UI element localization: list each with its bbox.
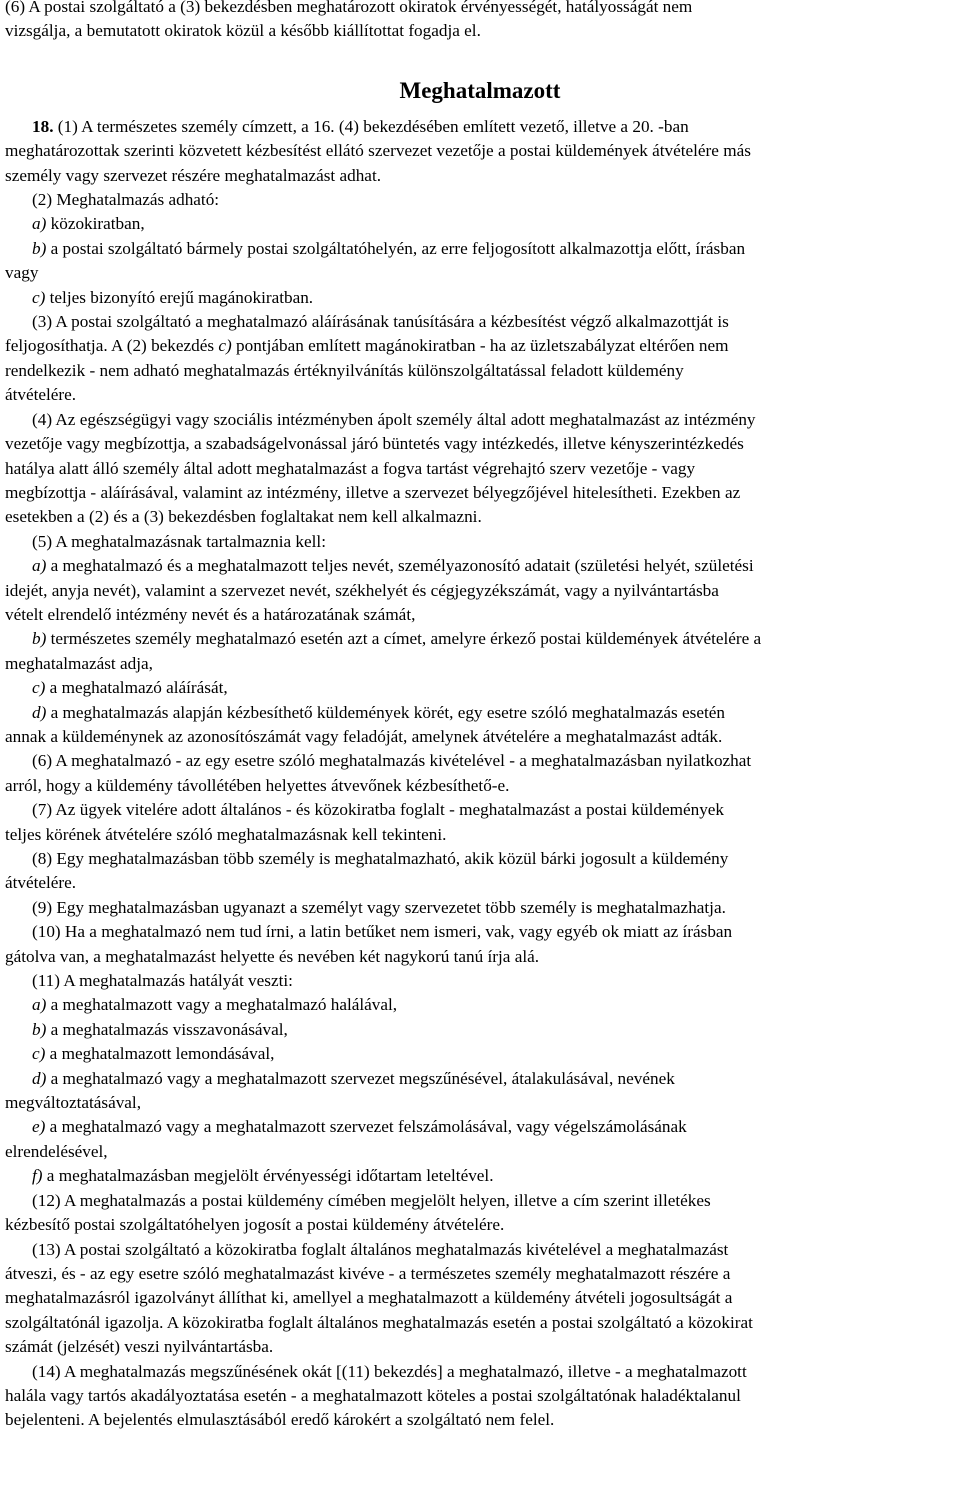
text-line: teljes körének átvételére szóló meghatalmazásnak kell tekinteni. [5,824,447,844]
text-line: idejét, anyja nevét), valamint a szervezet nevét, székhelyét és cégjegyzékszámát, vagy a nyilvántartásba [5,580,719,600]
item-marker: c) [32,678,46,698]
item-text: a postai szolgáltató bármely postai szolgáltatóhelyén, az erre feljogosított alkalmazottja előtt, írásban [46,238,746,258]
text-line: hatálya alatt álló személy által adott meghatalmazást a fogva tartást végrehajtó szerv vezetője - vagy [5,458,696,478]
text-line: (2) Meghatalmazás adható: [32,190,220,210]
item-marker: b) [32,629,47,649]
text-line: gátolva van, a meghatalmazást helyette és nevében két nagykorú tanú írja alá. [5,946,540,966]
item-text: a meghatalmazás visszavonásával, [46,1019,288,1039]
text-line: megbízottja - aláírásával, valamint az intézmény, illetve a szervezet bélyegzőjével hitelesítheti. Ezekben az [5,482,741,502]
text-line: (6) A postai szolgáltató a (3) bekezdésben meghatározott okiratok érvényességét, hatályosságát nem [5,0,693,16]
text-line: (3) A postai szolgáltató a meghatalmazó aláírásának tanúsítására a kézbesítést végző alkalmazottját is [32,312,729,332]
item-marker: c) [32,287,46,307]
text-line: (12) A meghatalmazás a postai küldemény címében megjelölt helyen, illetve a cím szerint illetékes [32,1190,711,1210]
text-line: rendelkezik - nem adható meghatalmazás értéknyilvánítás különszolgáltatással feladott küldemény [5,360,684,380]
text-line: vizsgálja, a bemutatott okiratok közül a később kiállítottat fogadja el. [5,21,481,41]
text-line: meghatalmazásról igazolványt állíthat ki, amellyel a meghatalmazott a küldemény átvételi jogosultságát a [5,1288,733,1308]
item-marker: f) [32,1166,43,1186]
item-text: a meghatalmazott lemondásával, [45,1044,275,1064]
text-line: átveszi, és - az egy esetre szóló meghatalmazást kivéve - a természetes személy meghatalmazott részére a [5,1263,731,1283]
text-line: (7) Az ügyek vitelére adott általános - és közokiratba foglalt - meghatalmazást a postai küldemények [32,800,725,820]
text-line: arról, hogy a küldemény távollétében helyettes átvevőnek kézbesíthető-e. [5,775,510,795]
list-item [5,237,960,261]
item-text: közokiratban, [46,214,145,234]
item-marker: c) [218,336,232,356]
list-item [5,554,960,578]
list-item [5,212,960,236]
list-item [5,1164,960,1188]
list-item [5,993,960,1017]
text-segment: feljogosíthatja. A (2) bekezdés [5,336,219,356]
list-item [5,701,960,725]
list-item [5,627,960,651]
text-line: (5) A meghatalmazásnak tartalmaznia kell: [32,531,326,551]
item-marker: c) [32,1044,46,1064]
item-marker: a) [32,214,47,234]
text-line: (1) A természetes személy címzett, a 16. (4) bekezdésében említett vezető, illetve a 20. -ban [53,116,689,136]
text-line: (10) Ha a meghatalmazó nem tud írni, a latin betűket nem ismeri, vak, vagy egyéb ok miatt az írásban [32,922,733,942]
text-line: kézbesítő postai szolgáltatóhelyen jogosít a postai küldemény átvételére. [5,1215,505,1235]
item-marker: a) [32,995,47,1015]
list-item [5,286,960,310]
item-text: a meghatalmazó vagy a meghatalmazott szervezet felszámolásával, vagy végelszámolásának [45,1117,687,1137]
item-marker: e) [32,1117,46,1137]
text-line: (9) Egy meghatalmazásban ugyanazt a személyt vagy szervezetet több személy is meghatalmazhatja. [32,897,726,917]
item-marker: d) [32,1068,47,1088]
text-segment: pontjában említett magánokiratban - ha az üzletszabályzat eltérően nem [231,336,729,356]
text-line: (8) Egy meghatalmazásban több személy is meghatalmazható, akik közül bárki jogosult a küldemény [32,849,729,868]
text-line: vételt elrendelő intézmény nevét és a határozatának számát, [5,604,416,624]
section-title: Meghatalmazott [399,77,561,103]
item-marker: b) [32,238,47,258]
text-line: elrendelésével, [5,1141,108,1161]
item-text: természetes személy meghatalmazó esetén azt a címet, amelyre érkező postai küldemények átvételére a [46,629,762,649]
item-text: a meghatalmazott vagy a meghatalmazó halálával, [46,995,398,1015]
item-text: a meghatalmazó vagy a meghatalmazott szervezet megszűnésével, átalakulásával, nevének [46,1068,675,1088]
text-line: halála vagy tartós akadályoztatása esetén - a meghatalmazott köteles a postai szolgáltatónak haladéktalanul [5,1385,741,1405]
list-item [5,1042,960,1066]
text-line: meghatározottak szerinti közvetett kézbesítést ellátó szervezet vezetője a postai küldemények átvételére más [5,141,751,161]
list-item [5,1018,960,1042]
list-item [5,1115,960,1139]
text-line: annak a küldeménynek az azonosítószámát vagy feladóját, amelynek átvételére a meghatalmazást adták. [5,726,723,746]
text-line: (4) Az egészségügyi vagy szociális intézményben ápolt személy által adott meghatalmazást az intézmény [32,409,756,429]
text-line: szolgáltatónál igazolja. A közokiratba foglalt általános meghatalmazás esetén a postai szolgáltató a közokirat [5,1312,753,1332]
text-line: személy vagy szervezet részére meghatalmazást adhat. [5,165,382,185]
text-line: átvételére. [5,385,77,405]
item-marker: b) [32,1019,47,1039]
text-line [5,334,960,358]
paragraph-18-1 [5,115,960,139]
text-line: (6) A meghatalmazó - az egy esetre szóló meghatalmazás kivételével - a meghatalmazásban nyilatkozhat [32,751,752,771]
item-text: a meghatalmazásban megjelölt érvényességi időtartam leteltével. [42,1166,494,1186]
text-line: számát (jelzését) veszi nyilvántartásba. [5,1337,274,1357]
text-line: vagy [5,263,39,283]
list-item [5,676,960,700]
text-line: esetekben a (2) és a (3) bekezdésben foglaltakat nem kell alkalmazni. [5,507,482,527]
item-text: teljes bizonyító erejű magánokiratban. [45,287,314,307]
item-text: a meghatalmazás alapján kézbesíthető küldemények körét, egy esetre szóló meghatalmazás esetén [46,702,725,722]
item-text: a meghatalmazó aláírását, [45,678,228,698]
text-line: bejelenteni. A bejelentés elmulasztásából eredő károkért a szolgáltató nem felel. [5,1410,555,1430]
item-marker: d) [32,702,47,722]
list-item [5,1067,960,1091]
text-line: (13) A postai szolgáltató a közokiratba foglalt általános meghatalmazás kivételével a meghatalmazást [32,1239,729,1259]
text-line: (11) A meghatalmazás hatályát veszti: [32,971,293,991]
text-line: vezetője vagy megbízottja, a szabadságelvonással járó büntetés vagy intézkedés, illetve kényszerintézkedés [5,434,744,454]
item-text: a meghatalmazó és a meghatalmazott teljes nevét, személyazonosító adatait (születési helyét, születési [46,556,754,576]
text-line: átvételére. [5,873,77,893]
item-marker: a) [32,556,47,576]
text-line: meghatalmazást adja, [5,653,153,673]
text-line: (14) A meghatalmazás megszűnésének okát [(11) bekezdés] a meghatalmazó, illetve - a meghatalmazott [32,1361,747,1381]
text-line: megváltoztatásával, [5,1093,142,1113]
section-number: 18. [32,116,54,136]
